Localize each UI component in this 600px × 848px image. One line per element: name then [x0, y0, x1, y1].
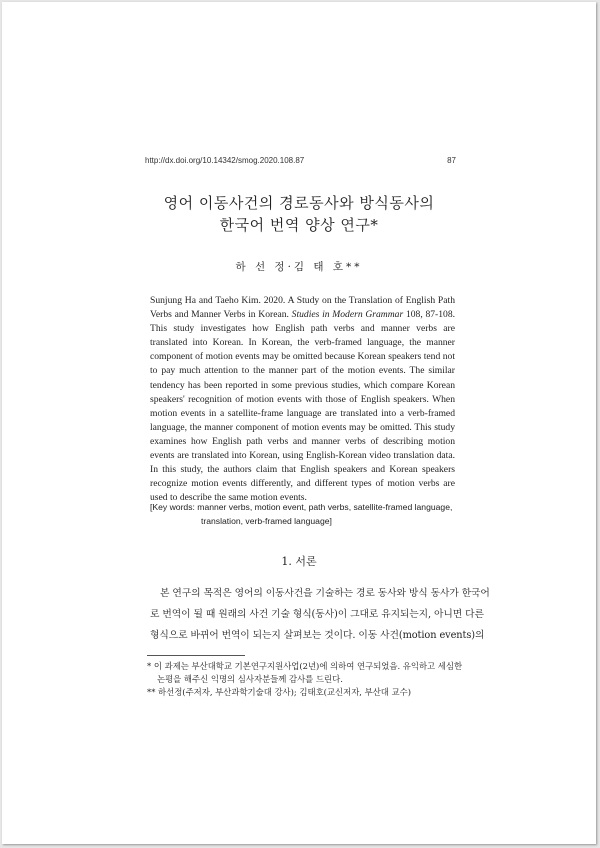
section-heading: 1. 서론 [281, 555, 317, 568]
page-number: 87 [447, 156, 456, 165]
body-text [150, 583, 490, 646]
abstract [150, 294, 455, 505]
footnote-2: ** 하선정(주저자, 부산과학기술대 강사); 김태호(교신저자, 부산대 교수) [147, 687, 411, 697]
footnote-divider [147, 655, 245, 656]
doi-link[interactable]: http://dx.doi.org/10.14342/smog.2020.108.87 [145, 156, 305, 165]
author-names: 하 선 정·김 태 호** [235, 261, 363, 273]
journal-name: Studies in Modern Grammar [291, 309, 404, 321]
body-line-3: 형식으로 바뀌어 번역이 되는지 살펴보는 것이다. 이동 사건(motion events)의 [150, 630, 485, 641]
abstract-text: This study investigates how English path verbs and manner verbs are translated into Korean. In Korean, the verb-framed language, the manner component of motion events may be omitted because Korean speakers tend not to pay much attention to the manner part of the motion events. The similar tendency has been reported in some previous studies, which compare Korean speakers' recognition of motion events with those of English speakers. When motion events in a satellite-frame language are translated into a verb-framed language, the manner component of motion events may be omitted. This study examines how English path verbs and manner verbs of describing motion events are translated into Korean, using English-Korean video translation data. In this study, the authors claim that English speakers and Korean speakers recognize motion events differently, and different types of motion verbs are used to describe the same motion events. [150, 323, 455, 504]
paper-title-line-2: 한국어 번역 양상 연구* [219, 216, 379, 234]
body-line-2: 로 번역이 될 때 원래의 사건 기술 형식(동사)이 그대로 유지되는지, 아니면 다른 [150, 609, 484, 620]
citation-prefix: Sunjung Ha and Taeho Kim. 2020. A Study on the Translation of English Path Verbs and Manner Verbs in Korean. [150, 295, 455, 321]
paper-page [2, 2, 596, 844]
keywords [150, 500, 470, 528]
footnote-1-line-1: * 이 과제는 부산대학교 기본연구지원사업(2년)에 의하여 연구되었음. 유익하고 세심한 [147, 661, 463, 671]
keywords-line-1: [Key words: manner verbs, motion event, path verbs, satellite-framed language, [150, 502, 453, 512]
body-line-1: 본 연구의 목적은 영어의 이동사건을 기술하는 경로 동사와 방식 동사가 한국어 [160, 588, 490, 599]
paper-title-line-1: 영어 이동사건의 경로동사와 방식동사의 [163, 194, 435, 212]
footnote-1-line-2: 논평을 해주신 익명의 심사자분들께 감사를 드린다. [157, 674, 343, 684]
citation-suffix: 108, 87-108. [405, 309, 456, 321]
keywords-line-2: translation, verb-framed language] [201, 516, 332, 526]
footnotes [147, 660, 467, 699]
